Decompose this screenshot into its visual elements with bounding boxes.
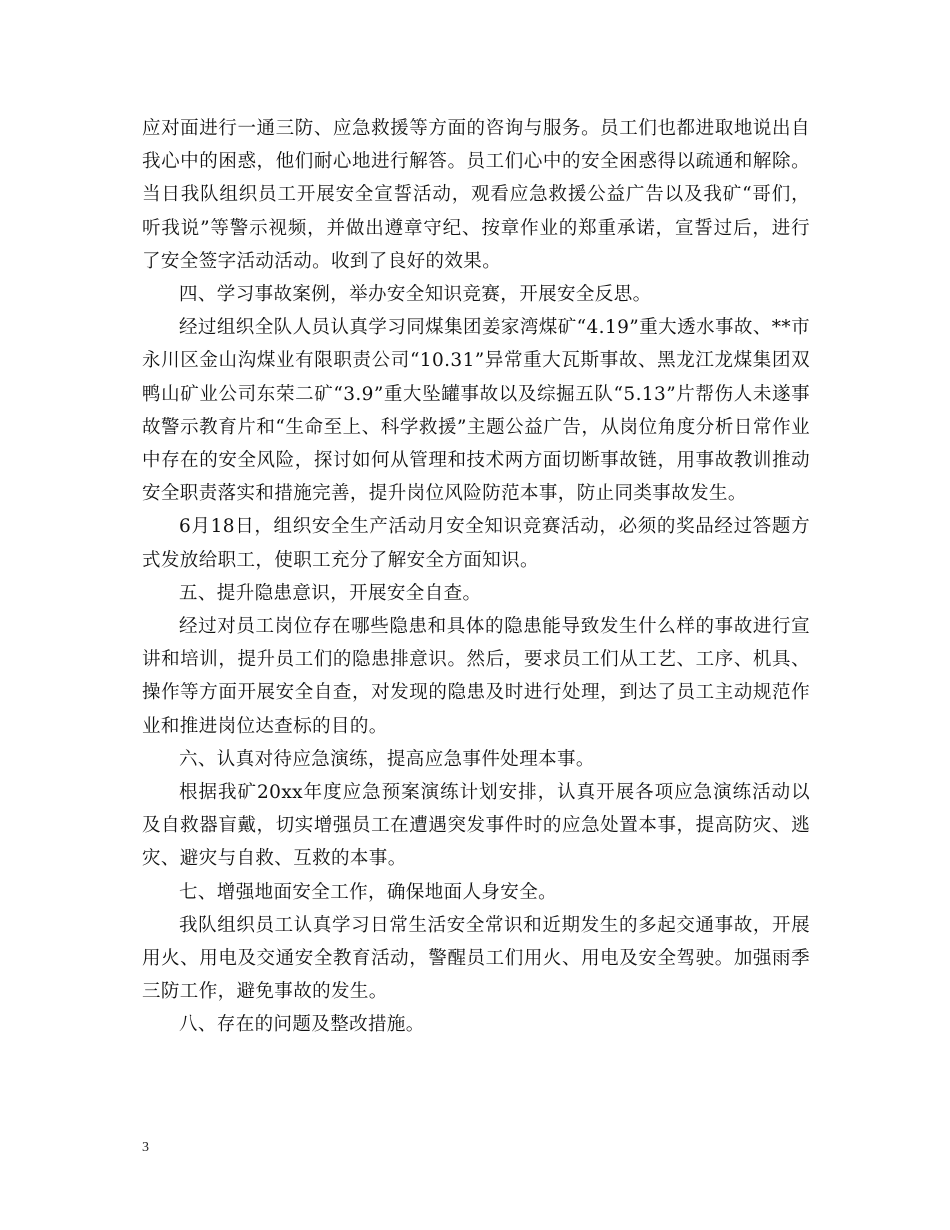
section-heading-6: 六、认真对待应急演练，提高应急事件处理本事。 — [179, 748, 595, 770]
document-body — [142, 112, 810, 1042]
paragraph-ground-safety: 我队组织员工认真学习日常生活安全常识和近期发生的多起交通事故，开展用火、用电及交通安全教育活动，警醒员工们用火、用电及安全驾驶。加强雨季三防工作，避免事故的发生。 — [142, 914, 810, 1003]
paragraph-emergency-drill: 根据我矿20xx年度应急预案演练计划安排，认真开展各项应急演练活动以及自救器盲戴，切实增强员工在遭遇突发事件时的应急处置本事，提高防灾、逃灾、避灾与自救、互救的本事。 — [142, 782, 810, 870]
paragraph-accident-study: 经过组织全队人员认真学习同煤集团姜家湾煤矿“4.19”重大透水事故、**市永川区金山沟煤业有限职责公司“10.31”异常重大瓦斯事故、黑龙江龙煤集团双鸭山矿业公司东荣二矿“3.9”重大坠罐事故以及综掘五队“5.13”片帮伤人未遂事故警示教育片和“生命至上、科学救援”主题公益广告，从岗位角度分析日常作业中存在的安全风险，探讨如何从管理和技术两方面切断事故链，用事故教训推动安全职责落实和措施完善，提升岗位风险防范本事，防止同类事故发生。 — [142, 317, 810, 505]
page-number: 3 — [142, 1140, 149, 1155]
paragraph-continuation: 应对面进行一通三防、应急救援等方面的咨询与服务。员工们也都进取地说出自我心中的困惑，他们耐心地进行解答。员工们心中的安全困惑得以疏通和解除。当日我队组织员工开展安全宣誓活动，观看应急救援公益广告以及我矿“哥们，听我说”等警示视频，并做出遵章守纪、按章作业的郑重承诺，宣誓过后，进行了安全签字活动活动。收到了良好的效果。 — [142, 118, 810, 272]
section-heading-5: 五、提升隐患意识，开展安全自查。 — [179, 582, 482, 604]
paragraph-hazard-awareness: 经过对员工岗位存在哪些隐患和具体的隐患能导致发生什么样的事故进行宣讲和培训，提升员工们的隐患排意识。然后，要求员工们从工艺、工序、机具、操作等方面开展安全自查，对发现的隐患及时进行处理，到达了员工主动规范作业和推进岗位达查标的目的。 — [142, 616, 810, 737]
section-heading-7: 七、增强地面安全工作，确保地面人身安全。 — [179, 881, 558, 903]
section-heading-4: 四、学习事故案例，举办安全知识竞赛，开展安全反思。 — [179, 284, 652, 306]
paragraph-knowledge-contest: 6月18日，组织安全生产活动月安全知识竞赛活动，必须的奖品经过答题方式发放给职工，使职工充分了解安全方面知识。 — [142, 516, 810, 571]
section-heading-8: 八、存在的问题及整改措施。 — [179, 1014, 425, 1036]
